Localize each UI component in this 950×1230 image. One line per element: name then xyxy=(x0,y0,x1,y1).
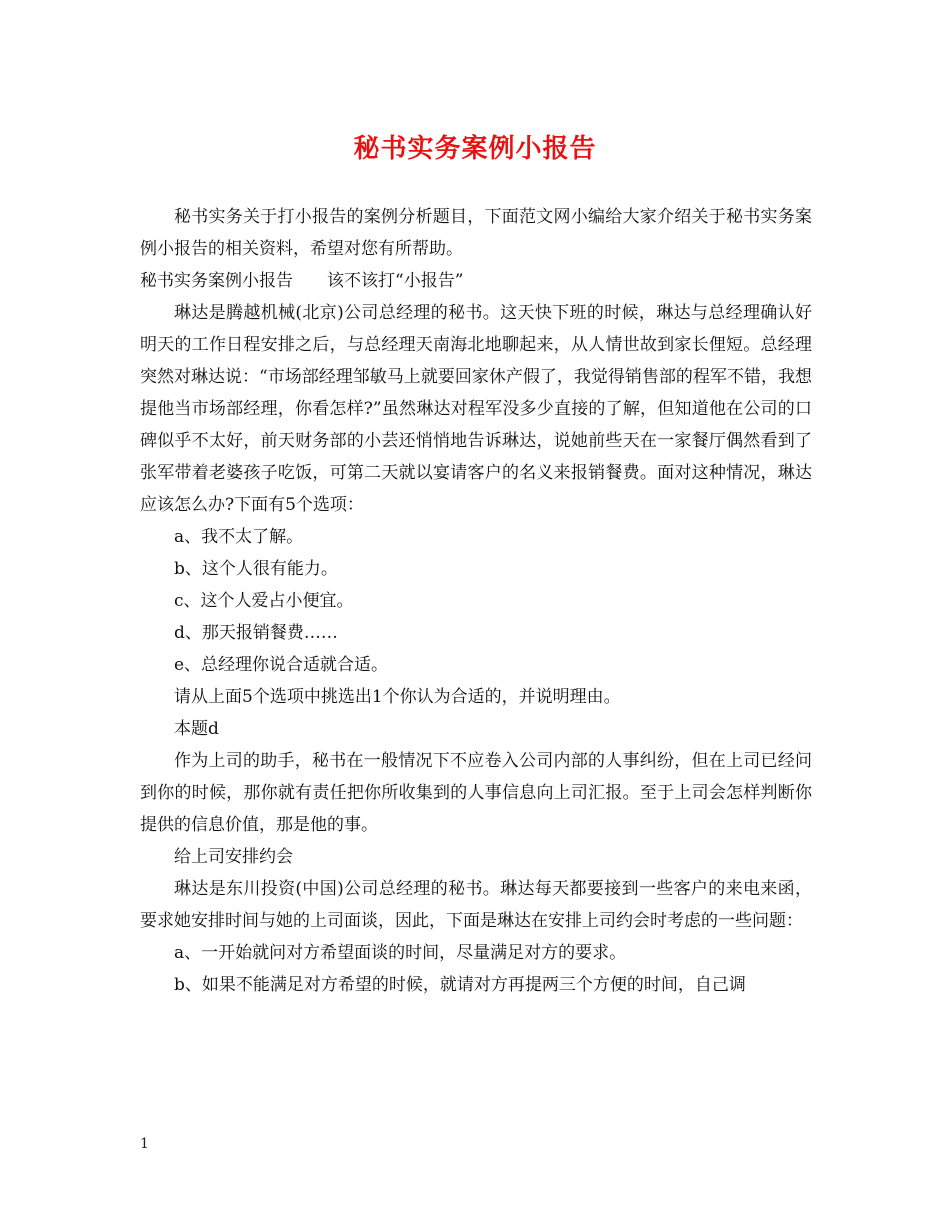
option-c: c、这个人爱占小便宜。 xyxy=(174,591,354,611)
paragraph: 琳达是东川投资(中国)公司总经理的秘书。琳达每天都要接到一些客户的来电来函，要求她安排时间与她的上司面谈，因此，下面是琳达在安排上司约会时考虑的一些问题： xyxy=(140,879,812,931)
option-d: d、那天报销餐费…… xyxy=(174,623,338,643)
option-e: e、总经理你说合适就合适。 xyxy=(174,655,389,675)
document-title: 秘书实务案例小报告 xyxy=(353,134,597,164)
section-heading: 给上司安排约会 xyxy=(174,847,293,867)
page-number: 1 xyxy=(140,1136,149,1152)
document-body xyxy=(140,201,812,1001)
option-a: a、我不太了解。 xyxy=(174,527,304,547)
paragraph: 秘书实务案例小报告 该不该打“小报告” xyxy=(140,271,464,291)
list-item: b、如果不能满足对方希望的时候，就请对方再提两三个方便的时间，自己调 xyxy=(174,975,746,995)
option-b: b、这个人很有能力。 xyxy=(174,559,338,579)
paragraph: 作为上司的助手，秘书在一般情况下不应卷入公司内部的人事纠纷，但在上司已经问到你的时候，那你就有责任把你所收集到的人事信息向上司汇报。至于上司会怎样判断你提供的信息价值，那是他的事。 xyxy=(140,751,812,835)
paragraph: 琳达是腾越机械(北京)公司总经理的秘书。这天快下班的时候，琳达与总经理确认好明天的工作日程安排之后，与总经理天南海北地聊起来，从人情世故到家长俚短。总经理突然对琳达说：“市场部经理邹敏马上就要回家休产假了，我觉得销售部的程军不错，我想提他当市场部经理，你看怎样?”虽然琳达对程军没多少直接的了解，但知道他在公司的口碑似乎不太好，前天财务部的小芸还悄悄地告诉琳达，说她前些天在一家餐厅偶然看到了张军带着老婆孩子吃饭，可第二天就以宴请客户的名义来报销餐费。面对这种情况，琳达应该怎么办?下面有5个选项： xyxy=(140,303,812,515)
paragraph: 请从上面5个选项中挑选出1个你认为合适的，并说明理由。 xyxy=(174,687,621,707)
list-item: a、一开始就问对方希望面谈的时间，尽量满足对方的要求。 xyxy=(174,943,627,963)
answer: 本题d xyxy=(174,719,219,739)
paragraph: 秘书实务关于打小报告的案例分析题目，下面范文网小编给大家介绍关于秘书实务案例小报告的相关资料，希望对您有所帮助。 xyxy=(140,207,812,259)
